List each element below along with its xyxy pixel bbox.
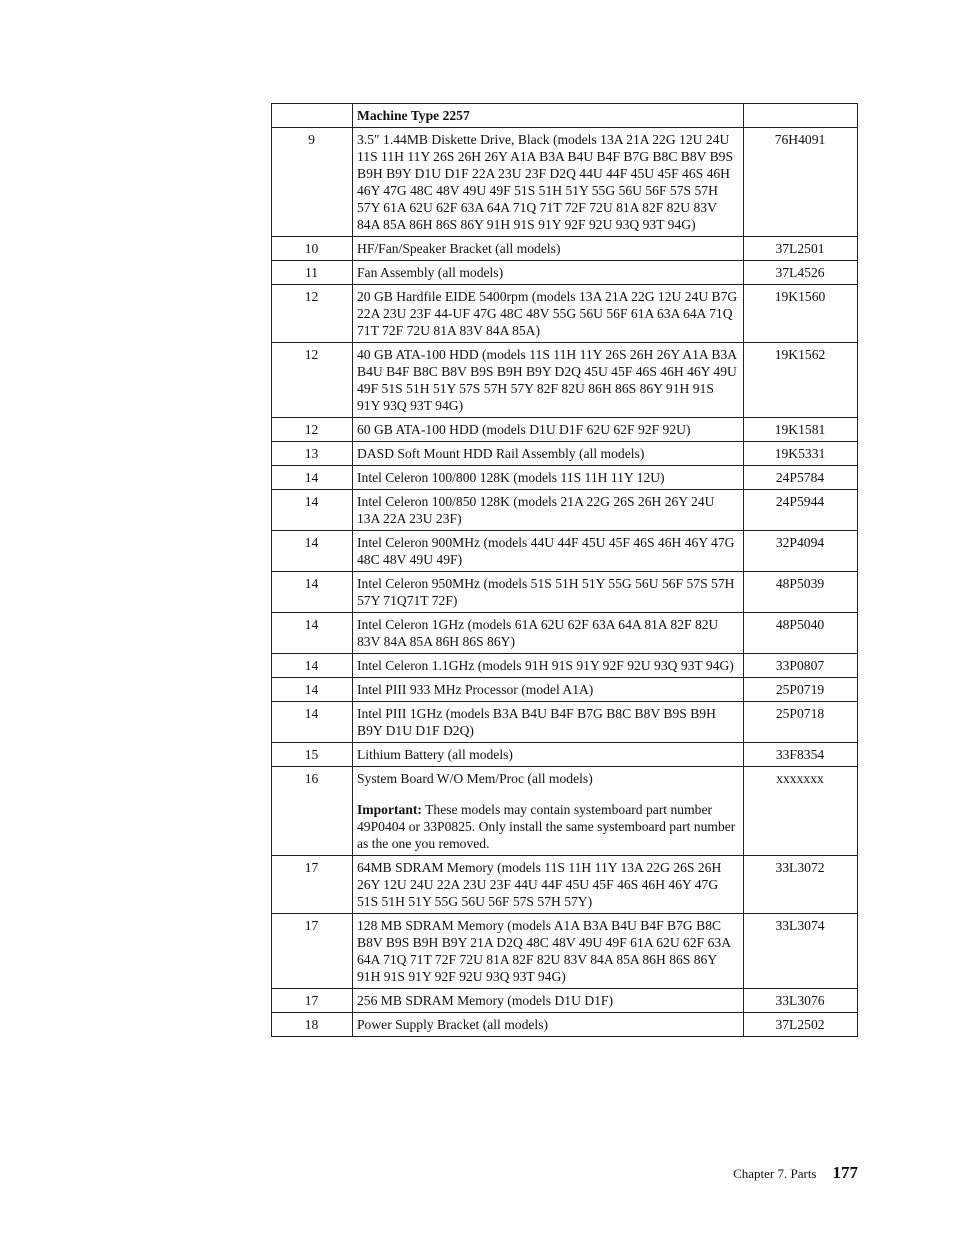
row-part-number: 19K5331	[744, 442, 858, 466]
row-description: Intel Celeron 1.1GHz (models 91H 91S 91Y 92F 92U 93Q 93T 94G)	[357, 658, 734, 673]
row-part-number: 48P5039	[744, 572, 858, 613]
row-description-cell	[353, 237, 744, 261]
row-index-number: 14	[272, 572, 353, 613]
row-part-number: 48P5040	[744, 613, 858, 654]
row-part-number: 33L3076	[744, 989, 858, 1013]
row-description-cell	[353, 613, 744, 654]
table-row	[272, 914, 858, 989]
chapter-label: Chapter 7. Parts	[733, 1166, 817, 1181]
important-note	[357, 801, 738, 852]
row-description-cell	[353, 1013, 744, 1037]
table-row	[272, 442, 858, 466]
header-index-cell	[272, 104, 353, 128]
row-description: Intel Celeron 1GHz (models 61A 62U 62F 63A 64A 81A 82F 82U 83V 84A 85A 86H 86S 86Y)	[357, 617, 719, 649]
row-description-cell	[353, 490, 744, 531]
table-row	[272, 343, 858, 418]
row-description-cell	[353, 128, 744, 237]
row-index-number: 13	[272, 442, 353, 466]
row-description: Fan Assembly (all models)	[357, 265, 504, 280]
table-header-row	[272, 104, 858, 128]
row-part-number: 19K1581	[744, 418, 858, 442]
table-row	[272, 418, 858, 442]
row-index-number: 14	[272, 531, 353, 572]
row-index-number: 14	[272, 466, 353, 490]
row-part-number: 76H4091	[744, 128, 858, 237]
row-part-number: xxxxxxx	[744, 767, 858, 856]
row-description: 40 GB ATA-100 HDD (models 11S 11H 11Y 26S 26H 26Y A1A B3A B4U B4F B8C B8V B9S B9H B9Y D2Q 45U 45F 46S 46H 46Y 49U 49F 51S 51H 51Y 57S 57H 57Y 82F 82U 86H 86S 86Y 91H 91S 91Y 93Q 93T 94G)	[357, 347, 737, 413]
row-description-cell	[353, 466, 744, 490]
row-part-number: 25P0719	[744, 678, 858, 702]
row-index-number: 14	[272, 702, 353, 743]
header-part-cell	[744, 104, 858, 128]
row-description: Lithium Battery (all models)	[357, 747, 513, 762]
row-part-number: 33L3072	[744, 856, 858, 914]
row-description-cell	[353, 654, 744, 678]
row-part-number: 33P0807	[744, 654, 858, 678]
table-row	[272, 490, 858, 531]
row-index-number: 16	[272, 767, 353, 856]
table-row	[272, 613, 858, 654]
row-description-cell	[353, 418, 744, 442]
important-note-text: These models may contain systemboard part number 49P0404 or 33P0825. Only install the same systemboard part number as the one you removed.	[357, 802, 736, 851]
row-part-number: 19K1560	[744, 285, 858, 343]
row-description: DASD Soft Mount HDD Rail Assembly (all models)	[357, 446, 645, 461]
row-part-number: 32P4094	[744, 531, 858, 572]
table-row	[272, 128, 858, 237]
row-description: HF/Fan/Speaker Bracket (all models)	[357, 241, 561, 256]
row-description-cell	[353, 442, 744, 466]
row-description: Intel PIII 1GHz (models B3A B4U B4F B7G B8C B8V B9S B9H B9Y D1U D1F D2Q)	[357, 706, 716, 738]
row-index-number: 17	[272, 914, 353, 989]
page-footer	[733, 1162, 858, 1185]
row-part-number: 19K1562	[744, 343, 858, 418]
row-index-number: 14	[272, 490, 353, 531]
row-description: Intel Celeron 900MHz (models 44U 44F 45U 45F 46S 46H 46Y 47G 48C 48V 49U 49F)	[357, 535, 735, 567]
row-description: 128 MB SDRAM Memory (models A1A B3A B4U B4F B7G B8C B8V B9S B9H B9Y 21A D2Q 48C 48V 49U 49F 61A 62U 62F 63A 64A 71Q 71T 72F 72U 81A 82F 82U 83V 84A 85A 86H 86S 86Y 91H 91S 91Y 92F 92U 93Q 93T 94G)	[357, 918, 731, 984]
row-description-cell	[353, 743, 744, 767]
row-description-cell	[353, 572, 744, 613]
row-description-cell	[353, 989, 744, 1013]
row-part-number: 25P0718	[744, 702, 858, 743]
row-description: 60 GB ATA-100 HDD (models D1U D1F 62U 62F 92F 92U)	[357, 422, 691, 437]
row-description-cell	[353, 261, 744, 285]
row-part-number: 37L2502	[744, 1013, 858, 1037]
table-row	[272, 743, 858, 767]
row-description-cell	[353, 702, 744, 743]
row-index-number: 9	[272, 128, 353, 237]
table-row	[272, 654, 858, 678]
table-row	[272, 767, 858, 856]
row-part-number: 37L2501	[744, 237, 858, 261]
header-machine-type: Machine Type 2257	[353, 104, 744, 128]
table-row	[272, 572, 858, 613]
row-description: Intel PIII 933 MHz Processor (model A1A)	[357, 682, 594, 697]
row-index-number: 12	[272, 418, 353, 442]
important-note-label: Important:	[357, 802, 422, 817]
row-index-number: 17	[272, 856, 353, 914]
row-description: System Board W/O Mem/Proc (all models)	[357, 771, 593, 786]
table-row	[272, 678, 858, 702]
row-index-number: 12	[272, 285, 353, 343]
page-number: 177	[832, 1163, 858, 1182]
row-description-cell	[353, 856, 744, 914]
row-index-number: 14	[272, 654, 353, 678]
row-description: Intel Celeron 950MHz (models 51S 51H 51Y 55G 56U 56F 57S 57H 57Y 71Q71T 72F)	[357, 576, 735, 608]
row-index-number: 11	[272, 261, 353, 285]
row-description: Power Supply Bracket (all models)	[357, 1017, 549, 1032]
row-index-number: 17	[272, 989, 353, 1013]
row-description: Intel Celeron 100/850 128K (models 21A 22G 26S 26H 26Y 24U 13A 22A 23U 23F)	[357, 494, 715, 526]
row-part-number: 33L3074	[744, 914, 858, 989]
row-index-number: 10	[272, 237, 353, 261]
row-description-cell	[353, 914, 744, 989]
row-description-cell	[353, 285, 744, 343]
table-row	[272, 466, 858, 490]
row-description: 3.5″ 1.44MB Diskette Drive, Black (models 13A 21A 22G 12U 24U 11S 11H 11Y 26S 26H 26Y A1A B3A B4U B4F B7G B8C B8V B9S B9H B9Y D1U D1F 22A 23U 23F D2Q 44U 44F 45U 45F 46S 46H 46Y 47G 48C 48V 49U 49F 51S 51H 51Y 55G 56U 56F 57S 57H 57Y 61A 62U 62F 63A 64A 71Q 71T 72F 72U 81A 82F 82U 83V 84A 85A 86H 86S 86Y 91H 91S 91Y 92F 92U 93Q 93T 94G)	[357, 132, 734, 232]
table-row	[272, 531, 858, 572]
row-description-cell	[353, 531, 744, 572]
table-row	[272, 989, 858, 1013]
row-index-number: 14	[272, 613, 353, 654]
row-index-number: 14	[272, 678, 353, 702]
row-description-cell	[353, 343, 744, 418]
row-description: 64MB SDRAM Memory (models 11S 11H 11Y 13A 22G 26S 26H 26Y 12U 24U 22A 23U 23F 44U 44F 45U 45F 46S 46H 46Y 47G 51S 51H 51Y 55G 56U 56F 57S 57H 57Y)	[357, 860, 722, 909]
table-row	[272, 285, 858, 343]
table-row	[272, 856, 858, 914]
row-part-number: 33F8354	[744, 743, 858, 767]
row-part-number: 24P5784	[744, 466, 858, 490]
row-index-number: 18	[272, 1013, 353, 1037]
row-description: 256 MB SDRAM Memory (models D1U D1F)	[357, 993, 614, 1008]
row-index-number: 12	[272, 343, 353, 418]
row-part-number: 37L4526	[744, 261, 858, 285]
row-description-cell	[353, 767, 744, 856]
row-index-number: 15	[272, 743, 353, 767]
row-description: Intel Celeron 100/800 128K (models 11S 11H 11Y 12U)	[357, 470, 665, 485]
table-row	[272, 261, 858, 285]
row-part-number: 24P5944	[744, 490, 858, 531]
row-description-cell	[353, 678, 744, 702]
parts-table-body	[272, 104, 858, 1037]
parts-table	[271, 103, 858, 1037]
table-row	[272, 702, 858, 743]
table-row	[272, 1013, 858, 1037]
table-row	[272, 237, 858, 261]
row-description: 20 GB Hardfile EIDE 5400rpm (models 13A 21A 22G 12U 24U B7G 22A 23U 23F 44-UF 47G 48C 48V 55G 56U 56F 61A 63A 64A 71Q 71T 72F 72U 81A 83V 84A 85A)	[357, 289, 738, 338]
